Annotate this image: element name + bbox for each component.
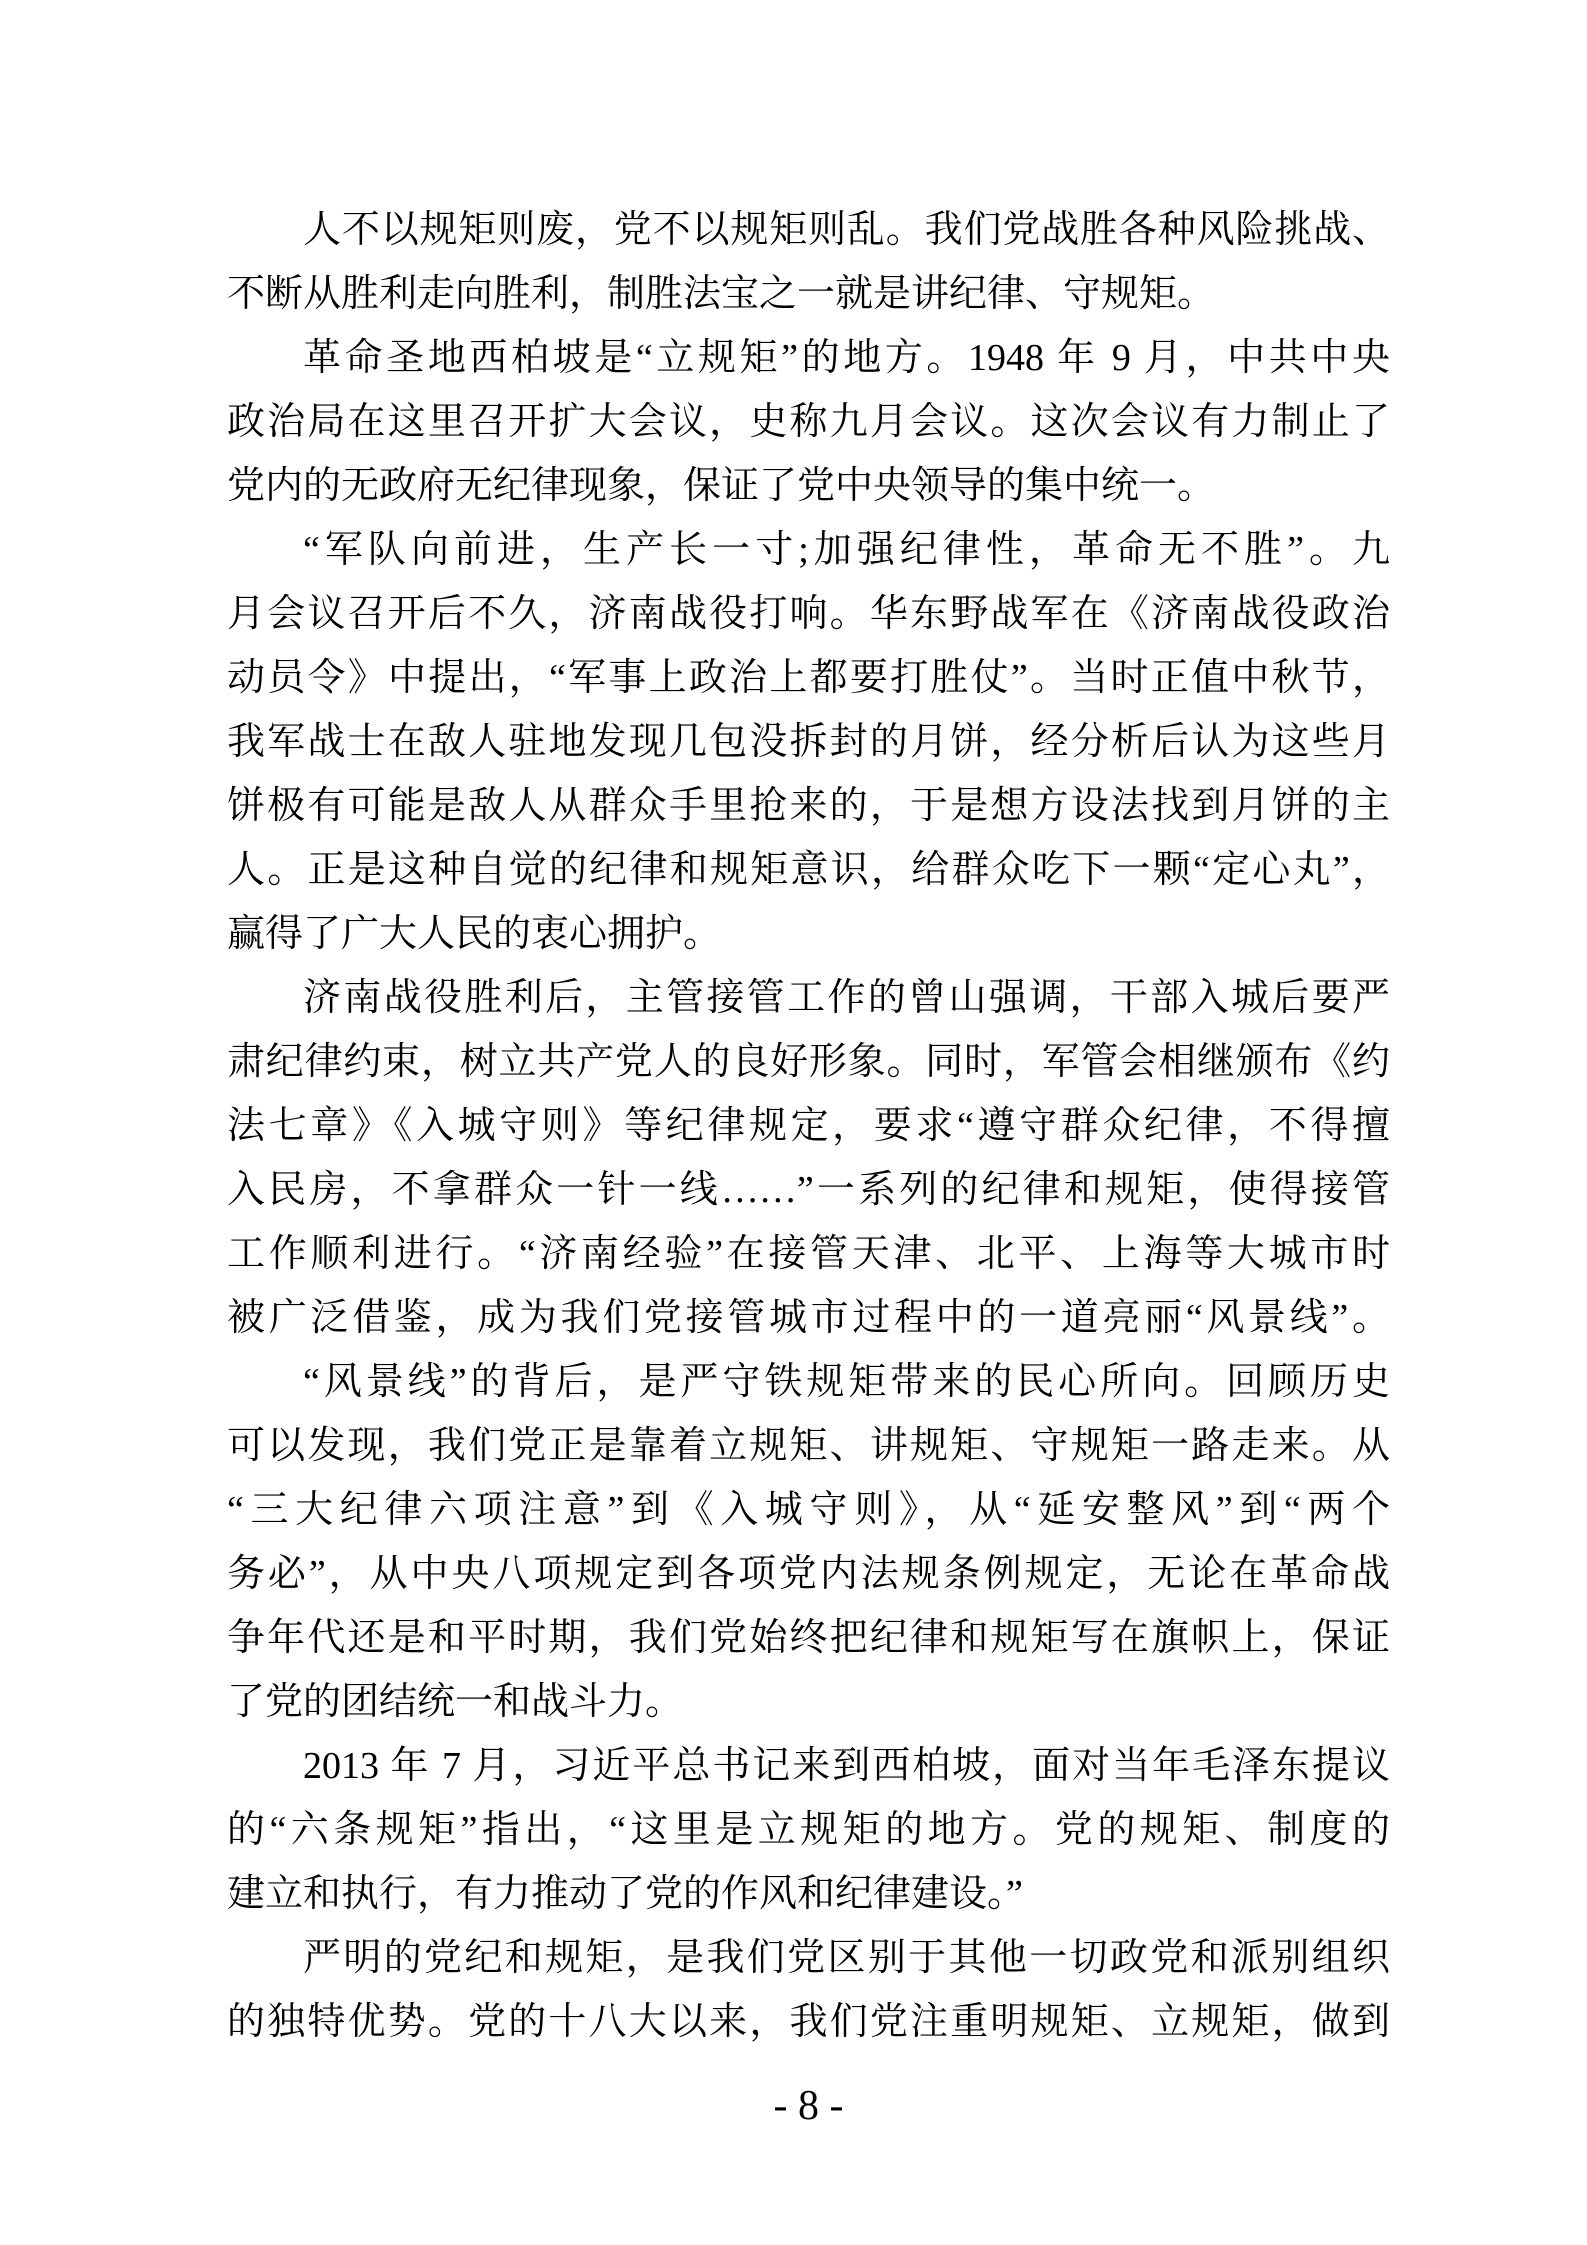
text-line-2: 不断从胜利走向胜利，制胜法宝之一就是讲纪律、守规矩。 [227, 273, 1216, 315]
text-line-14: 肃纪律约束，树立共产党人的良好形象。同时，军管会相继颁布《约 [227, 1041, 1390, 1083]
text-line-28: 严明的党纪和规矩，是我们党区别于其他一切政党和派别组织 [303, 1937, 1390, 1979]
text-line-21: “三大纪律六项注意”到《入城守则》，从“延安整风”到“两个 [227, 1489, 1390, 1531]
text-line-13: 济南战役胜利后，主管接管工作的曾山强调，干部入城后要严 [303, 977, 1390, 1019]
text-line-25: 2013 年 7 月，习近平总书记来到西柏坡，面对当年毛泽东提议 [303, 1745, 1390, 1787]
text-line-11: 人。正是这种自觉的纪律和规矩意识，给群众吃下一颗“定心丸”， [227, 849, 1390, 891]
text-line-29: 的独特优势。党的十八大以来，我们党注重明规矩、立规矩，做到 [227, 2001, 1390, 2043]
text-line-19: “风景线”的背后，是严守铁规矩带来的民心所向。回顾历史 [303, 1361, 1390, 1403]
text-line-22: 务必”，从中央八项规定到各项党内法规条例规定，无论在革命战 [227, 1553, 1390, 1595]
text-line-9: 我军战士在敌人驻地发现几包没拆封的月饼，经分析后认为这些月 [227, 721, 1390, 763]
text-line-18: 被广泛借鉴，成为我们党接管城市过程中的一道亮丽“风景线”。 [227, 1297, 1390, 1339]
text-line-20: 可以发现，我们党正是靠着立规矩、讲规矩、守规矩一路走来。从 [227, 1425, 1390, 1467]
text-line-15: 法七章》《入城守则》等纪律规定，要求“遵守群众纪律，不得擅 [227, 1105, 1390, 1147]
text-line-6: “军队向前进，生产长一寸;加强纪律性，革命无不胜”。九 [303, 529, 1390, 571]
text-line-10: 饼极有可能是敌人从群众手里抢来的，于是想方设法找到月饼的主 [227, 785, 1390, 827]
text-line-5: 党内的无政府无纪律现象，保证了党中央领导的集中统一。 [227, 465, 1216, 507]
text-line-7: 月会议召开后不久，济南战役打响。华东野战军在《济南战役政治 [227, 593, 1390, 635]
body-text [227, 198, 1390, 2054]
text-line-8: 动员令》中提出，“军事上政治上都要打胜仗”。当时正值中秋节， [227, 657, 1390, 699]
text-line-4: 政治局在这里召开扩大会议，史称九月会议。这次会议有力制止了 [227, 401, 1390, 443]
text-line-23: 争年代还是和平时期，我们党始终把纪律和规矩写在旗帜上，保证 [227, 1617, 1390, 1659]
text-line-16: 入民房，不拿群众一针一线……”一系列的纪律和规矩，使得接管 [227, 1169, 1390, 1211]
page-number: - 8 - [773, 2083, 844, 2129]
text-line-24: 了党的团结统一和战斗力。 [227, 1681, 684, 1723]
text-line-12: 赢得了广大人民的衷心拥护。 [227, 913, 722, 955]
text-line-26: 的“六条规矩”指出，“这里是立规矩的地方。党的规矩、制度的 [227, 1809, 1390, 1851]
text-line-1: 人不以规矩则废，党不以规矩则乱。我们党战胜各种风险挑战、 [303, 209, 1390, 251]
text-line-17: 工作顺利进行。“济南经验”在接管天津、北平、上海等大城市时 [227, 1233, 1390, 1275]
text-line-3: 革命圣地西柏坡是“立规矩”的地方。1948 年 9 月，中共中央 [303, 337, 1390, 379]
text-line-27: 建立和执行，有力推动了党的作风和纪律建设。” [227, 1873, 1023, 1915]
